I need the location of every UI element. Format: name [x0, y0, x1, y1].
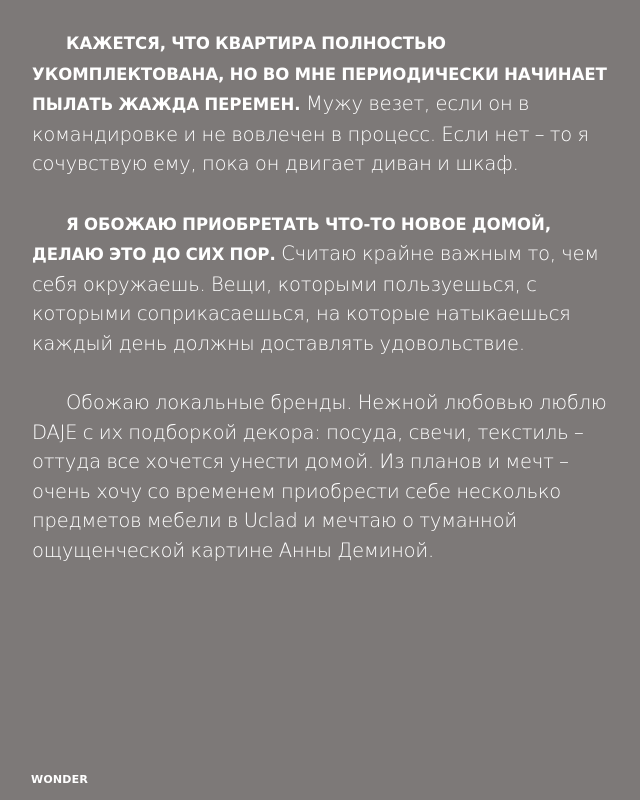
article — [32, 28, 610, 595]
paragraph-3 — [32, 388, 610, 565]
paragraph-1 — [32, 28, 610, 179]
paragraph-2 — [32, 209, 610, 359]
paragraph-2-body: Считаю крайне важным то, чем себя окружаешь. Вещи, которыми пользуешься, с которыми соприкасаешься, на которые натыкаешься каждый день должны доставлять удовольствие. — [32, 242, 599, 355]
paragraph-2-lead: Я ОБОЖАЮ ПРИОБРЕТАТЬ ЧТО-ТО НОВОЕ ДОМОЙ, ДЕЛАЮ ЭТО ДО СИХ ПОР. — [32, 214, 552, 264]
paragraph-3-body: Обожаю локальные бренды. Нежной любовью люблю DAJE с их подборкой декора: посуда, свечи, текстиль – оттуда все хочется унести домой. Из планов и мечт – очень хочу со временем приобрести себе несколько предметов мебели в Uclad и мечтаю о туманной ощущенческой картине Анны Деминой. — [32, 391, 607, 562]
brand-logo: WONDER — [31, 773, 89, 786]
paragraph-1-body: Мужу везет, если он в командировке и не вовлечен в процесс. Если нет – то я сочувствую ему, пока он двигает диван и шкаф. — [32, 92, 589, 175]
paragraph-1-lead: КАЖЕТСЯ, ЧТО КВАРТИРА ПОЛНОСТЬЮ УКОМПЛЕКТОВАНА, НО ВО МНЕ ПЕРИОДИЧЕСКИ НАЧИНАЕТ ПЫЛАТЬ ЖАЖДА ПЕРЕМЕН. — [32, 34, 607, 114]
